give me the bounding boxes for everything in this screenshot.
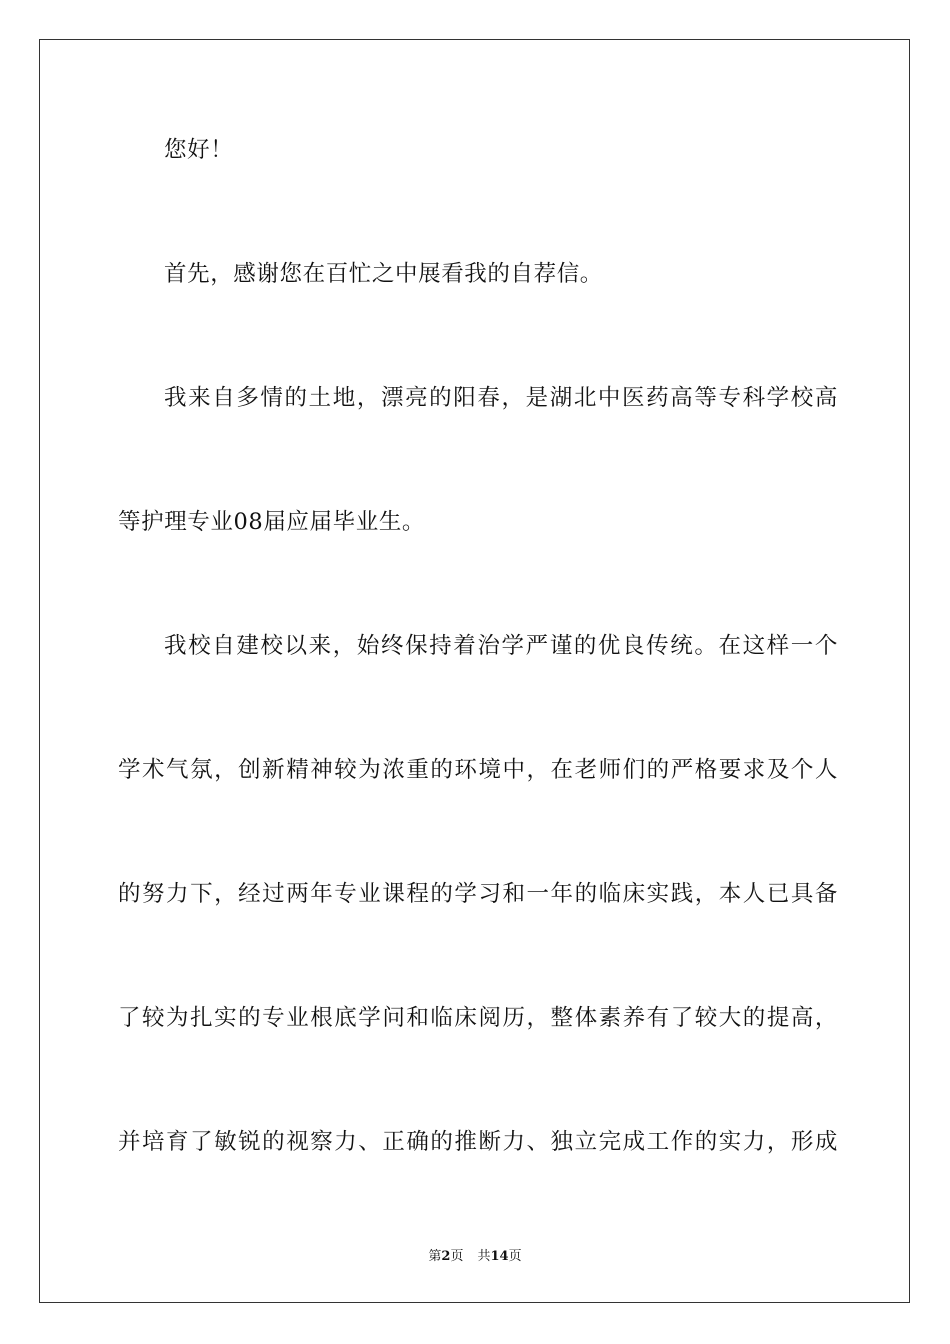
paragraph-2-line-2: 等护理专业08届应届毕业生。 xyxy=(118,509,426,535)
paragraph-3-line-3: 的努力下，经过两年专业课程的学习和一年的临床实践，本人已具备 xyxy=(118,881,838,907)
paragraph-3-line-4: 了较为扎实的专业根底学问和临床阅历，整体素养有了较大的提高， xyxy=(118,1005,838,1031)
page-footer xyxy=(0,1248,950,1266)
footer-total-suffix: 页 xyxy=(508,1249,522,1264)
footer-total-pages: 14 xyxy=(490,1249,509,1264)
footer-page-number: 2 xyxy=(441,1249,451,1264)
greeting-line: 您好！ xyxy=(164,137,234,163)
footer-page-suffix: 页 xyxy=(450,1249,464,1264)
paragraph-3-line-1: 我校自建校以来，始终保持着治学严谨的优良传统。在这样一个 xyxy=(164,633,838,659)
paragraph-3-line-5: 并培育了敏锐的视察力、正确的推断力、独立完成工作的实力，形成 xyxy=(118,1129,838,1155)
page-border xyxy=(39,39,910,1303)
footer-page-prefix: 第 xyxy=(428,1249,442,1264)
paragraph-2-line-1: 我来自多情的土地，漂亮的阳春，是湖北中医药高等专科学校高 xyxy=(164,385,838,411)
paragraph-1-line-1: 首先，感谢您在百忙之中展看我的自荐信。 xyxy=(164,261,603,287)
footer-total-prefix: 共 xyxy=(477,1249,491,1264)
paragraph-3-line-2: 学术气氛，创新精神较为浓重的环境中，在老师们的严格要求及个人 xyxy=(118,757,838,783)
